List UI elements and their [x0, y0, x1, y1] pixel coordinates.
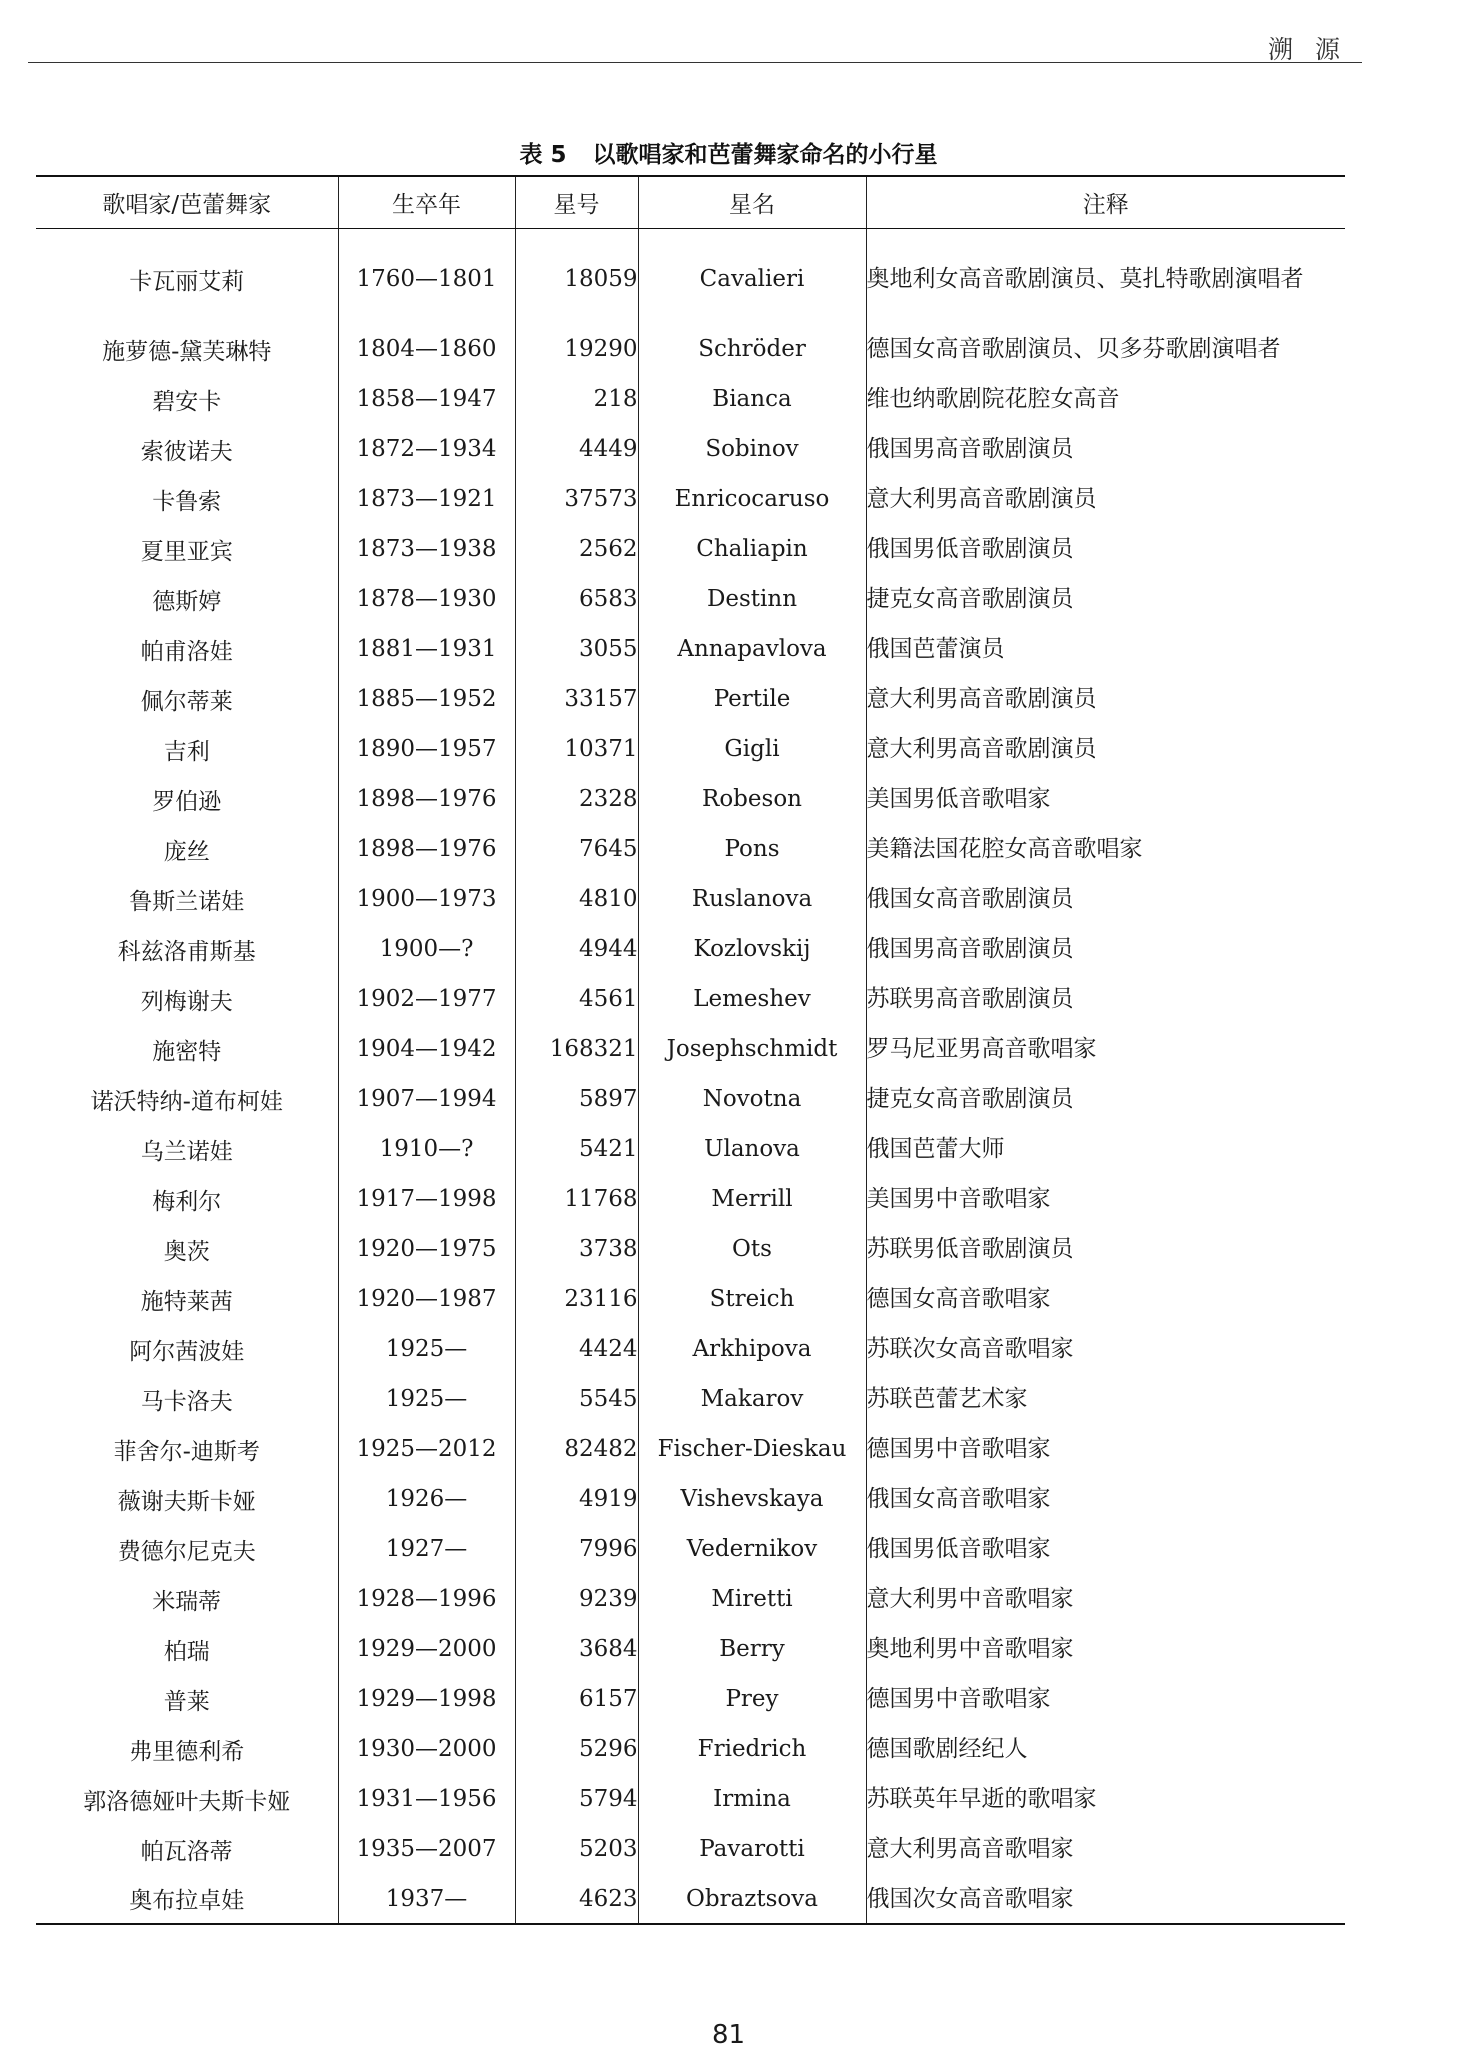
asteroid-number: 6157 — [515, 1674, 638, 1724]
table-row — [36, 1374, 1345, 1424]
table-row — [36, 1224, 1345, 1274]
life-years: 1925—2012 — [338, 1424, 515, 1474]
artist-name: 帕甫洛娃 — [140, 638, 233, 665]
table-caption-number: 表 5 — [519, 142, 567, 168]
asteroid-number: 168321 — [515, 1024, 638, 1074]
note: 意大利男高音歌唱家 — [866, 1824, 1345, 1874]
life-years: 1925— — [338, 1324, 515, 1374]
asteroid-name: Cavalieri — [638, 228, 866, 324]
artist-name: 科兹洛甫斯基 — [117, 938, 256, 965]
life-years: 1920—1975 — [338, 1224, 515, 1274]
life-years: 1929—2000 — [338, 1624, 515, 1674]
life-years: 1928—1996 — [338, 1574, 515, 1624]
life-years: 1885—1952 — [338, 674, 515, 724]
life-years: 1937— — [338, 1874, 515, 1924]
artist-name: 郭洛德娅叶夫斯卡娅 — [83, 1788, 291, 1815]
artist-name: 索彼诺夫 — [140, 438, 233, 465]
asteroid-number: 11768 — [515, 1174, 638, 1224]
asteroid-name: Merrill — [638, 1174, 866, 1224]
life-years: 1926— — [338, 1474, 515, 1524]
asteroid-name: Sobinov — [638, 424, 866, 474]
artist-name: 夏里亚宾 — [140, 538, 233, 565]
table-row — [36, 324, 1345, 374]
running-head: 溯源 — [1267, 35, 1362, 64]
note: 美籍法国花腔女高音歌唱家 — [866, 824, 1345, 874]
table-row — [36, 1124, 1345, 1174]
artist-name: 吉利 — [163, 738, 210, 765]
artist-name: 施萝德-黛芙琳特 — [102, 338, 272, 365]
asteroid-name: Robeson — [638, 774, 866, 824]
table-row — [36, 1074, 1345, 1124]
asteroid-name: Pons — [638, 824, 866, 874]
note: 德国男中音歌唱家 — [866, 1674, 1345, 1724]
table-row — [36, 228, 1345, 324]
asteroid-name: Prey — [638, 1674, 866, 1724]
life-years: 1929—1998 — [338, 1674, 515, 1724]
life-years: 1873—1938 — [338, 524, 515, 574]
artist-name: 佩尔蒂莱 — [140, 688, 233, 715]
asteroid-number: 5296 — [515, 1724, 638, 1774]
asteroid-number: 3738 — [515, 1224, 638, 1274]
table-row — [36, 1774, 1345, 1824]
life-years: 1910—? — [338, 1124, 515, 1174]
artist-name: 奥布拉卓娃 — [36, 1874, 338, 1924]
artist-name: 菲舍尔-迪斯考 — [113, 1438, 260, 1465]
note: 俄国女高音歌剧演员 — [866, 874, 1345, 924]
table-row — [36, 874, 1345, 924]
artist-name: 帕瓦洛蒂 — [140, 1838, 233, 1865]
asteroid-number: 7645 — [515, 824, 638, 874]
note: 捷克女高音歌剧演员 — [866, 1074, 1345, 1124]
artist-name: 施密特 — [152, 1038, 222, 1065]
asteroid-name: Streich — [638, 1274, 866, 1324]
table-row — [36, 1624, 1345, 1674]
asteroid-number: 4944 — [515, 924, 638, 974]
asteroid-number: 218 — [515, 374, 638, 424]
table-header-row — [36, 176, 1345, 228]
note: 德国女高音歌唱家 — [866, 1274, 1345, 1324]
artist-name: 薇谢夫斯卡娅 — [117, 1488, 256, 1515]
note: 意大利男高音歌剧演员 — [866, 724, 1345, 774]
asteroid-name: Fischer-Dieskau — [638, 1424, 866, 1474]
asteroid-name: Ots — [638, 1224, 866, 1274]
asteroid-name: Ruslanova — [638, 874, 866, 924]
asteroid-number: 82482 — [515, 1424, 638, 1474]
artist-name: 普莱 — [163, 1688, 210, 1715]
asteroid-name: Ulanova — [638, 1124, 866, 1174]
asteroid-name: Pertile — [638, 674, 866, 724]
life-years: 1898—1976 — [338, 824, 515, 874]
asteroid-name: Arkhipova — [638, 1324, 866, 1374]
table-caption — [0, 136, 1457, 169]
artist-name: 列梅谢夫 — [140, 988, 233, 1015]
table-row — [36, 1474, 1345, 1524]
table-row — [36, 574, 1345, 624]
note: 苏联男低音歌剧演员 — [866, 1224, 1345, 1274]
asteroid-name: Destinn — [638, 574, 866, 624]
life-years: 1930—2000 — [338, 1724, 515, 1774]
note: 美国男低音歌唱家 — [866, 774, 1345, 824]
asteroid-number: 23116 — [515, 1274, 638, 1324]
artist-name: 施特莱茜 — [140, 1288, 233, 1315]
life-years: 1904—1942 — [338, 1024, 515, 1074]
table-row — [36, 1424, 1345, 1474]
table-row — [36, 774, 1345, 824]
asteroid-name: Annapavlova — [638, 624, 866, 674]
asteroid-number: 5897 — [515, 1074, 638, 1124]
note: 苏联芭蕾艺术家 — [866, 1374, 1345, 1424]
life-years: 1872—1934 — [338, 424, 515, 474]
artist-name: 乌兰诺娃 — [140, 1138, 233, 1165]
artist-name: 德斯婷 — [152, 588, 222, 615]
life-years: 1898—1976 — [338, 774, 515, 824]
artist-name: 费德尔尼克夫 — [117, 1538, 256, 1565]
asteroid-name: Vishevskaya — [638, 1474, 866, 1524]
asteroid-table — [36, 175, 1345, 1925]
table-row — [36, 924, 1345, 974]
note: 俄国女高音歌唱家 — [866, 1474, 1345, 1524]
asteroid-number: 18059 — [515, 228, 638, 324]
asteroid-name: Chaliapin — [638, 524, 866, 574]
life-years: 1907—1994 — [338, 1074, 515, 1124]
header-asteroid-name: 星名 — [638, 176, 866, 228]
life-years: 1858—1947 — [338, 374, 515, 424]
note: 俄国次女高音歌唱家 — [866, 1874, 1345, 1924]
asteroid-name: Josephschmidt — [638, 1024, 866, 1074]
note: 俄国芭蕾演员 — [866, 624, 1345, 674]
artist-name: 罗伯逊 — [152, 788, 222, 815]
note: 德国歌剧经纪人 — [866, 1724, 1345, 1774]
asteroid-number: 4424 — [515, 1324, 638, 1374]
table-row — [36, 824, 1345, 874]
asteroid-name: Vedernikov — [638, 1524, 866, 1574]
artist-name: 弗里德利希 — [129, 1738, 245, 1765]
asteroid-name: Makarov — [638, 1374, 866, 1424]
table-caption-title: 以歌唱家和芭蕾舞家命名的小行星 — [592, 142, 938, 168]
asteroid-name: Kozlovskij — [638, 924, 866, 974]
artist-name: 柏瑞 — [163, 1638, 210, 1665]
asteroid-name: Irmina — [638, 1774, 866, 1824]
note: 苏联次女高音歌唱家 — [866, 1324, 1345, 1374]
table-row — [36, 474, 1345, 524]
table-row — [36, 1274, 1345, 1324]
life-years: 1890—1957 — [338, 724, 515, 774]
asteroid-number: 5421 — [515, 1124, 638, 1174]
note: 捷克女高音歌剧演员 — [866, 574, 1345, 624]
page-number: 81 — [711, 2020, 746, 2050]
table-row — [36, 524, 1345, 574]
life-years: 1925— — [338, 1374, 515, 1424]
asteroid-number: 3055 — [515, 624, 638, 674]
life-years: 1900—? — [338, 924, 515, 974]
life-years: 1920—1987 — [338, 1274, 515, 1324]
header-rule — [28, 62, 1362, 63]
asteroid-name: Lemeshev — [638, 974, 866, 1024]
asteroid-name: Miretti — [638, 1574, 866, 1624]
table-row — [36, 624, 1345, 674]
artist-name: 卡鲁索 — [152, 488, 222, 515]
note: 苏联男高音歌剧演员 — [866, 974, 1345, 1024]
table-row — [36, 1524, 1345, 1574]
asteroid-number: 9239 — [515, 1574, 638, 1624]
life-years: 1878—1930 — [338, 574, 515, 624]
header-artist: 歌唱家/芭蕾舞家 — [36, 176, 338, 228]
note: 意大利男高音歌剧演员 — [866, 474, 1345, 524]
note: 奥地利男中音歌唱家 — [866, 1624, 1345, 1674]
note: 美国男中音歌唱家 — [866, 1174, 1345, 1224]
life-years: 1804—1860 — [338, 324, 515, 374]
table-row — [36, 1824, 1345, 1874]
asteroid-name: Schröder — [638, 324, 866, 374]
asteroid-number: 4561 — [515, 974, 638, 1024]
artist-name: 庞丝 — [163, 838, 210, 865]
asteroid-number: 5794 — [515, 1774, 638, 1824]
note: 德国男中音歌唱家 — [866, 1424, 1345, 1474]
asteroid-name: Bianca — [638, 374, 866, 424]
table-row — [36, 674, 1345, 724]
artist-name: 碧安卡 — [152, 388, 222, 415]
artist-name: 卡瓦丽艾莉 — [129, 268, 245, 295]
table-row — [36, 1874, 1345, 1924]
table-row — [36, 1324, 1345, 1374]
note: 意大利男中音歌唱家 — [866, 1574, 1345, 1624]
table-row — [36, 1574, 1345, 1624]
note: 俄国男低音歌唱家 — [866, 1524, 1345, 1574]
life-years: 1760—1801 — [338, 228, 515, 324]
asteroid-number: 5203 — [515, 1824, 638, 1874]
table-body — [36, 228, 1345, 1924]
table-row — [36, 1174, 1345, 1224]
asteroid-number: 3684 — [515, 1624, 638, 1674]
note: 奥地利女高音歌剧演员、莫扎特歌剧演唱者 — [866, 228, 1345, 324]
life-years: 1902—1977 — [338, 974, 515, 1024]
asteroid-name: Novotna — [638, 1074, 866, 1124]
header-years: 生卒年 — [338, 176, 515, 228]
asteroid-number: 6583 — [515, 574, 638, 624]
asteroid-number: 37573 — [515, 474, 638, 524]
note: 俄国芭蕾大师 — [866, 1124, 1345, 1174]
table-row — [36, 1674, 1345, 1724]
asteroid-number: 4449 — [515, 424, 638, 474]
note: 德国女高音歌剧演员、贝多芬歌剧演唱者 — [866, 324, 1345, 374]
note: 俄国男高音歌剧演员 — [866, 424, 1345, 474]
life-years: 1881—1931 — [338, 624, 515, 674]
asteroid-name: Gigli — [638, 724, 866, 774]
asteroid-name: Obraztsova — [638, 1874, 866, 1924]
life-years: 1873—1921 — [338, 474, 515, 524]
life-years: 1917—1998 — [338, 1174, 515, 1224]
header-note: 注释 — [866, 176, 1345, 228]
table-row — [36, 1724, 1345, 1774]
artist-name: 阿尔茜波娃 — [129, 1338, 245, 1365]
life-years: 1927— — [338, 1524, 515, 1574]
asteroid-number: 2562 — [515, 524, 638, 574]
asteroid-number: 19290 — [515, 324, 638, 374]
table-row — [36, 1024, 1345, 1074]
table-row — [36, 374, 1345, 424]
artist-name: 诺沃特纳-道布柯娃 — [90, 1088, 283, 1115]
table-row — [36, 424, 1345, 474]
artist-name: 鲁斯兰诺娃 — [129, 888, 245, 915]
life-years: 1935—2007 — [338, 1824, 515, 1874]
table-row — [36, 974, 1345, 1024]
life-years: 1931—1956 — [338, 1774, 515, 1824]
header-asteroid-number: 星号 — [515, 176, 638, 228]
asteroid-name: Friedrich — [638, 1724, 866, 1774]
asteroid-number: 33157 — [515, 674, 638, 724]
note: 俄国男低音歌剧演员 — [866, 524, 1345, 574]
table-row — [36, 724, 1345, 774]
note: 意大利男高音歌剧演员 — [866, 674, 1345, 724]
note: 维也纳歌剧院花腔女高音 — [866, 374, 1345, 424]
asteroid-number: 7996 — [515, 1524, 638, 1574]
artist-name: 梅利尔 — [152, 1188, 222, 1215]
artist-name: 奥茨 — [163, 1238, 210, 1265]
asteroid-number: 5545 — [515, 1374, 638, 1424]
asteroid-number: 4919 — [515, 1474, 638, 1524]
note: 俄国男高音歌剧演员 — [866, 924, 1345, 974]
asteroid-number: 10371 — [515, 724, 638, 774]
artist-name: 马卡洛夫 — [140, 1388, 233, 1415]
note: 苏联英年早逝的歌唱家 — [866, 1774, 1345, 1824]
note: 罗马尼亚男高音歌唱家 — [866, 1024, 1345, 1074]
artist-name: 米瑞蒂 — [152, 1588, 222, 1615]
asteroid-name: Enricocaruso — [638, 474, 866, 524]
asteroid-name: Pavarotti — [638, 1824, 866, 1874]
asteroid-number: 4810 — [515, 874, 638, 924]
asteroid-number: 4623 — [515, 1874, 638, 1924]
asteroid-number: 2328 — [515, 774, 638, 824]
asteroid-name: Berry — [638, 1624, 866, 1674]
life-years: 1900—1973 — [338, 874, 515, 924]
